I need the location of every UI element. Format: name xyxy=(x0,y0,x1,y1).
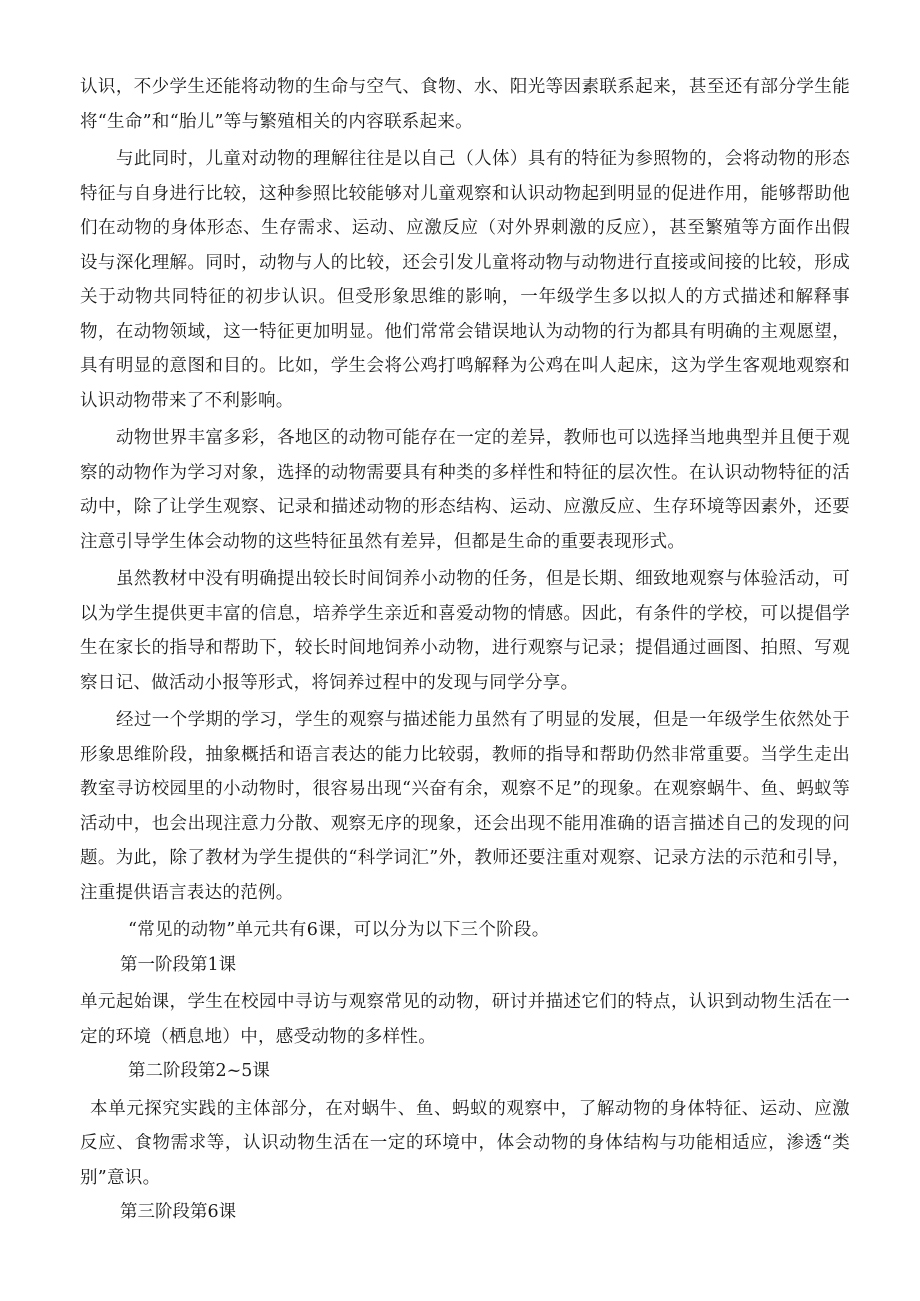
stage-2-heading: 第二阶段第2~5课 xyxy=(128,1061,270,1081)
stage-1-heading: 第一阶段第1课 xyxy=(120,954,237,975)
paragraph-animal-diversity: 动物世界丰富多彩，各地区的动物可能存在一定的差异，教师也可以选择当地典型并且便于观察的动物作为学习对象，选择的动物需要具有种类的多样性和特征的层次性。在认识动物特征的活动中，除了让学生观察、记录和描述动物的形态结构、运动、应激反应、生存环境等因素外，还要注意引导学生体会动物的这些特征虽然有差异，但都是生命的重要表现形式。 xyxy=(80,428,850,552)
stage-2-body: 本单元探究实践的主体部分，在对蜗牛、鱼、蚂蚁的观察中，了解动物的身体特征、运动、应激反应、食物需求等，认识动物生活在一定的环境中，体会动物的身体结构与功能相适应，渗透“类别”意识。 xyxy=(80,1098,850,1188)
paragraph-teacher-guidance: 经过一个学期的学习，学生的观察与描述能力虽然有了明显的发展，但是一年级学生依然处于形象思维阶段，抽象概括和语言表达的能力比较弱，教师的指导和帮助仍然非常重要。当学生走出教室寻访校园里的小动物时，很容易出现“兴奋有余，观察不足”的现象。在观察蜗牛、鱼、蚂蚁等活动中，也会出现注意力分散、观察无序的现象，还会出现不能用准确的语言描述自己的发现的问题。为此，除了教材为学生提供的“科学词汇”外，教师还要注重对观察、记录方法的示范和引导，注重提供语言表达的范例。 xyxy=(80,710,850,903)
paragraph-raising-animals: 虽然教材中没有明确提出较长时间饲养小动物的任务，但是长期、细致地观察与体验活动，可以为学生提供更丰富的信息，培养学生亲近和喜爱动物的情感。因此，有条件的学校，可以提倡学生在家长的指导和帮助下，较长时间地饲养小动物，进行观察与记录；提倡通过画图、拍照、写观察日记、做活动小报等形式，将饲养过程中的发现与同学分享。 xyxy=(80,569,850,693)
paragraph-child-comparison: 与此同时，儿童对动物的理解往往是以自己（人体）具有的特征为参照物的，会将动物的形态特征与自身进行比较，这种参照比较能够对儿童观察和认识动物起到明显的促进作用，能够帮助他们在动物的身体形态、生存需求、运动、应激反应（对外界刺激的反应），甚至繁殖等方面作出假设与深化理解。同时，动物与人的比较，还会引发儿童将动物与动物进行直接或间接的比较，形成关于动物共同特征的初步认识。但受形象思维的影响，一年级学生多以拟人的方式描述和解释事物，在动物领域，这一特征更加明显。他们常常会错误地认为动物的行为都具有明确的主观愿望，具有明显的意图和目的。比如，学生会将公鸡打鸣解释为公鸡在叫人起床，这为学生客观地观察和认识动物带来了不利影响。 xyxy=(80,149,850,411)
paragraph-continuation: 认识，不少学生还能将动物的生命与空气、食物、水、阳光等因素联系起来，甚至还有部分学生能将“生命”和“胎儿”等与繁殖相关的内容联系起来。 xyxy=(80,77,850,132)
stage-1-body: 单元起始课，学生在校园中寻访与观察常见的动物，研讨并描述它们的特点，认识到动物生活在一定的环境（栖息地）中，感受动物的多样性。 xyxy=(80,992,850,1047)
document-page xyxy=(80,70,850,1230)
stage-3-heading: 第三阶段第6课 xyxy=(120,1202,237,1222)
paragraph-unit-overview: “常见的动物”单元共有6课，可以分为以下三个阶段。 xyxy=(128,920,550,940)
